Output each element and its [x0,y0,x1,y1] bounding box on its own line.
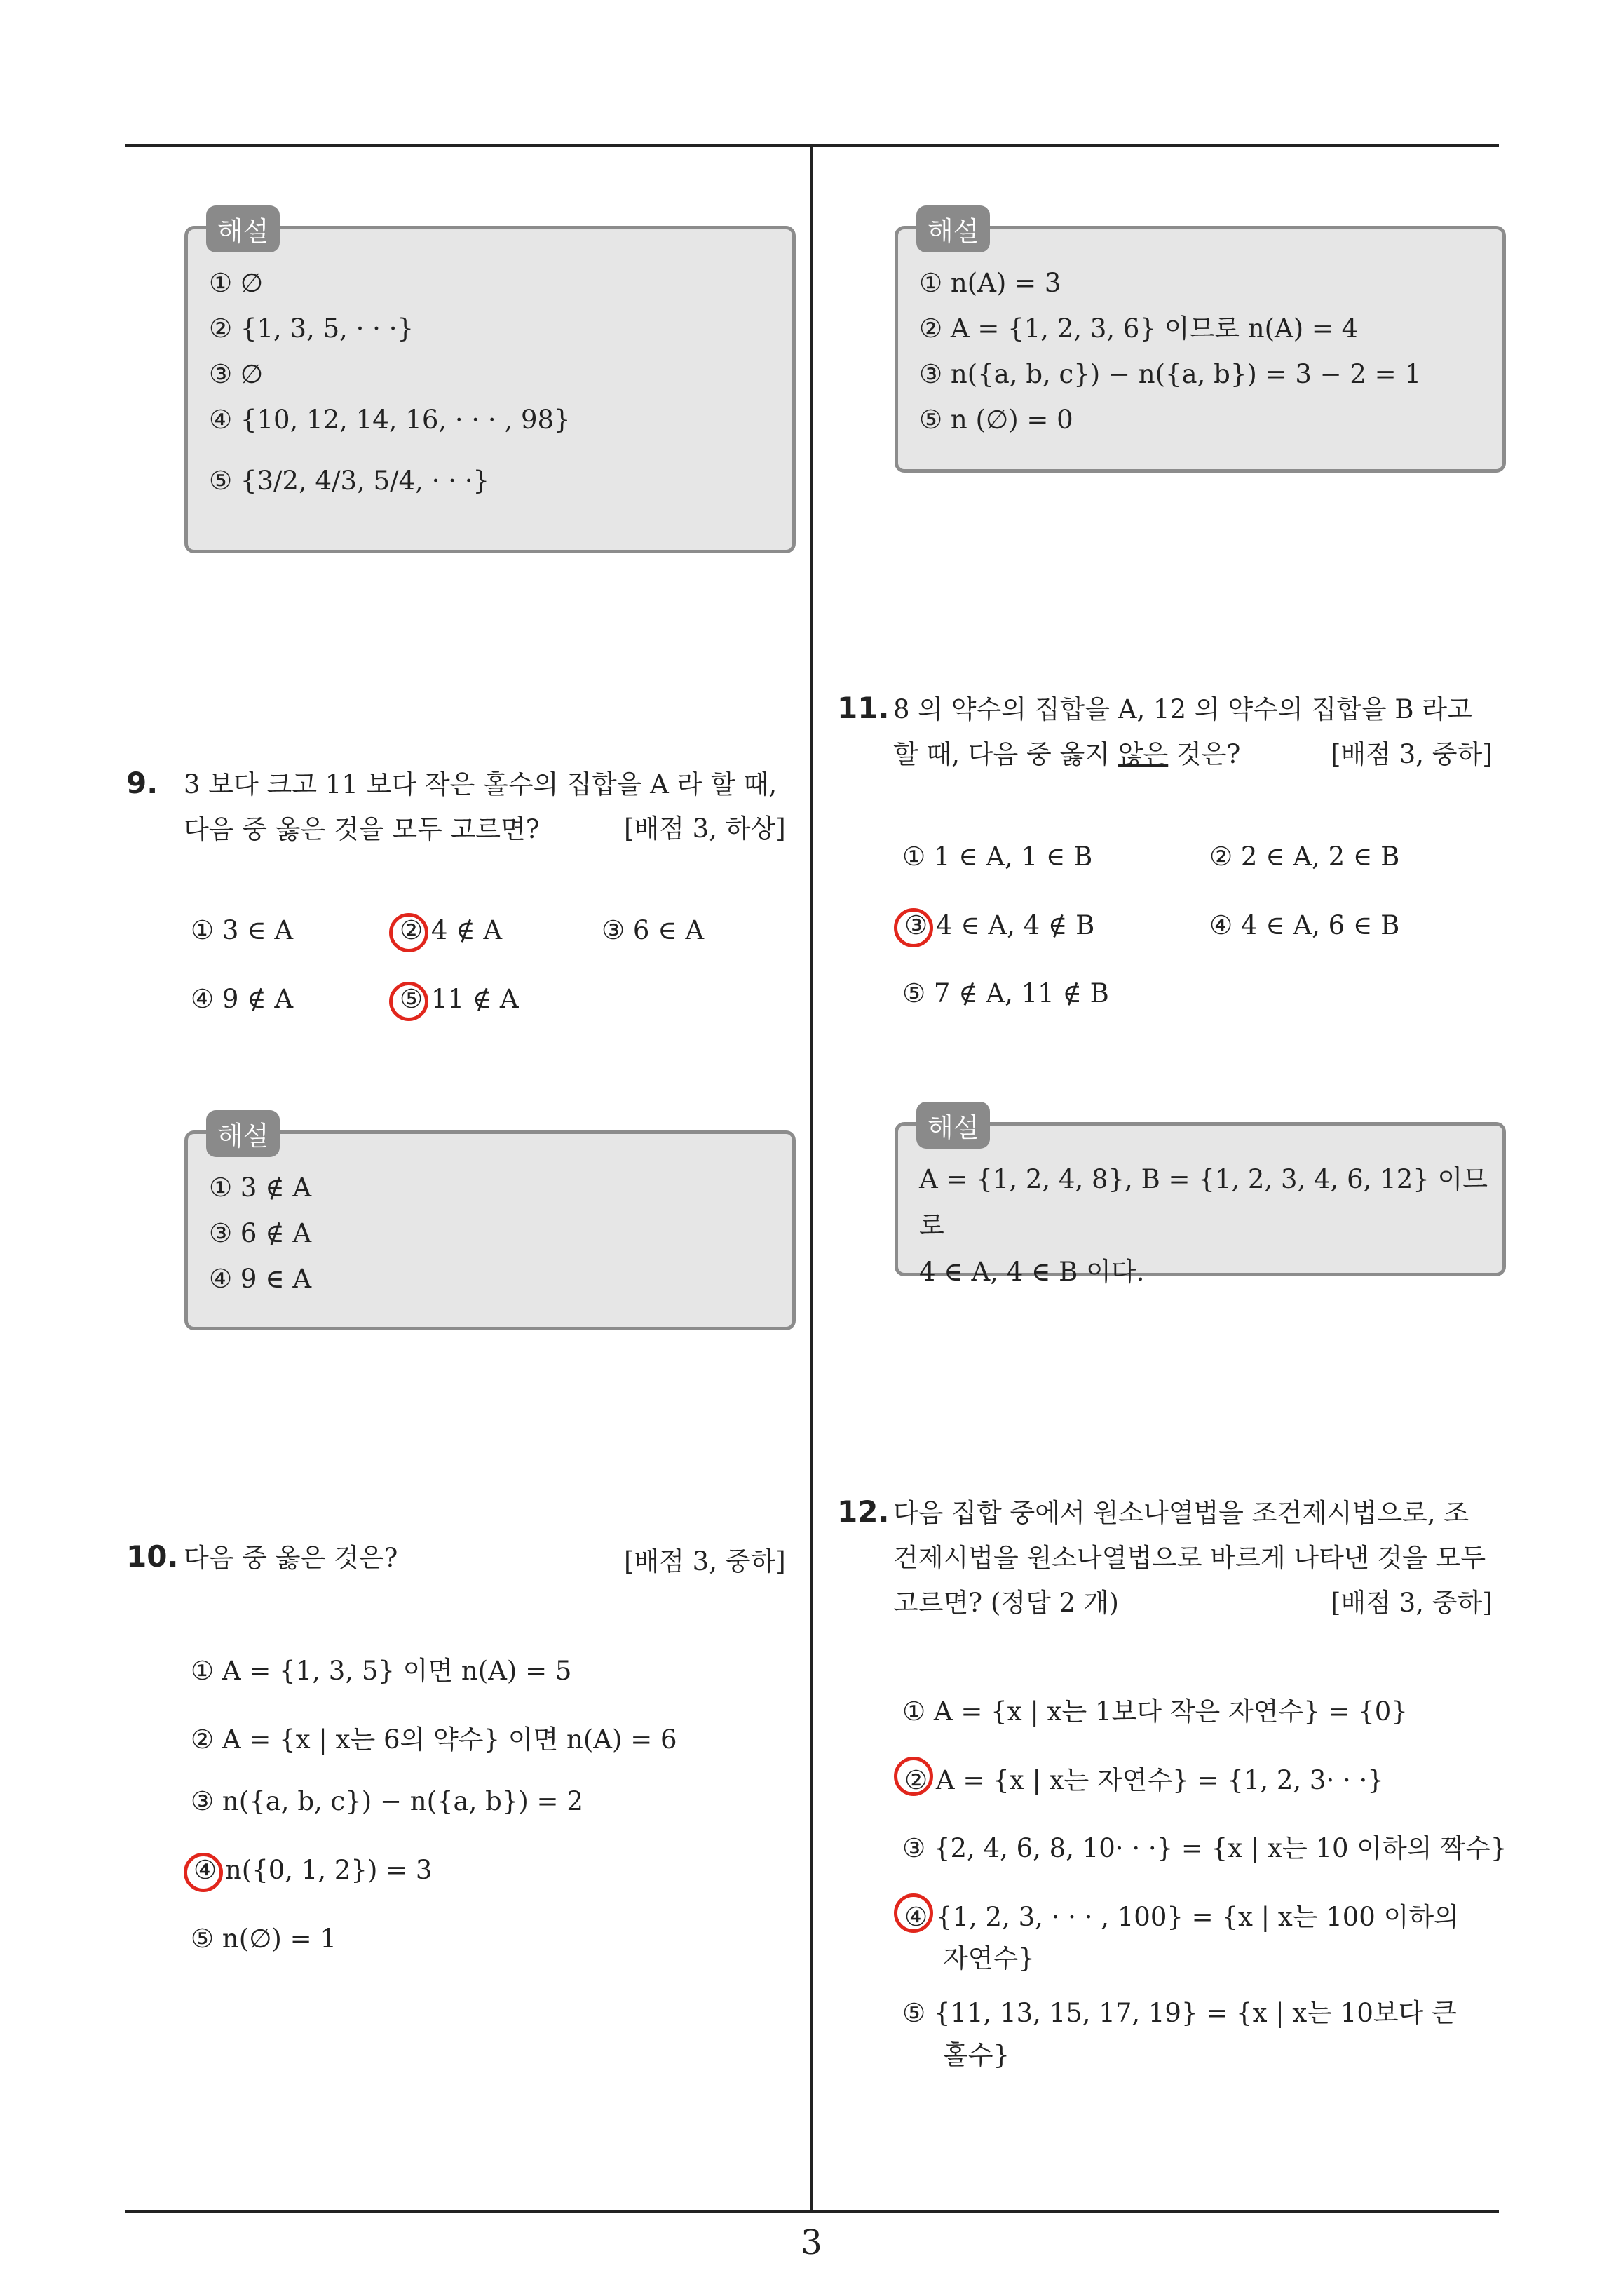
q9-text-line: 다음 중 옳은 것을 모두 고르면? [184,814,540,844]
solution-tag: 해설 [206,205,280,252]
q9-solution-line: ④ 9 ∈ A [209,1264,312,1294]
q11-underlined-word: 않은 [1118,739,1169,769]
q9-score: [배점 3, 하상] [624,813,786,844]
q11-solution-text [919,1156,1502,1295]
q12-text-line: 건제시법을 원소나열법으로 바르게 나타낸 것을 모두 [893,1543,1486,1573]
q12-text-line: 고르면? (정답 2 개) [893,1588,1119,1618]
q10-choice-3[interactable]: ③ n({a, b, c}) − n({a, b}) = 2 [191,1786,583,1816]
solution-tag: 해설 [206,1110,280,1157]
q9-number: 9. [126,766,158,800]
q12-text-line: 다음 집합 중에서 원소나열법을 조건제시법으로, 조 [893,1498,1469,1528]
q10-choice-4[interactable]: ④ n({0, 1, 2}) = 3 [193,1855,433,1885]
q9-choice-1[interactable]: ① 3 ∈ A [191,915,294,945]
q10-solution-line: ⑤ n (∅) = 0 [919,405,1073,435]
q11-choice-1[interactable]: ① 1 ∈ A, 1 ∈ B [902,842,1093,872]
q11-text-part: 할 때, 다음 중 옳지 [893,739,1118,769]
q8-solution-box [184,216,796,553]
q9-solution-line: ③ 6 ∉ A [209,1218,312,1248]
column-divider [810,144,813,2213]
q10-solution-line: ② A = {1, 2, 3, 6} 이므로 n(A) = 4 [919,313,1359,344]
bottom-rule [125,2210,1499,2213]
q11-choice-4[interactable]: ④ 4 ∈ A, 6 ∈ B [1209,910,1400,940]
q9-solution-box [184,1121,796,1330]
q11-number: 11. [837,691,890,725]
q8-solution-line: ③ ∅ [209,359,264,389]
q12-choice-5-continuation: 홀수} [943,2040,1010,2070]
solution-tag: 해설 [916,1102,990,1149]
q12-choice-2[interactable]: ② A = {x | x는 자연수} = {1, 2, 3· · ·} [904,1765,1384,1795]
q10-text: 다음 중 옳은 것은? [184,1543,398,1573]
q12-choice-3[interactable]: ③ {2, 4, 6, 8, 10· · ·} = {x | x는 10 이하의 짝수} [902,1833,1507,1863]
q9-choice-3[interactable]: ③ 6 ∈ A [602,915,705,945]
q9-choice-2[interactable]: ② 4 ∉ A [400,915,503,945]
page-number: 3 [801,2223,822,2262]
q9-text-line: 3 보다 크고 11 보다 작은 홀수의 집합을 A 라 할 때, [184,769,777,799]
q10-solution-line: ③ n({a, b, c}) − n({a, b}) = 3 − 2 = 1 [919,359,1421,389]
q10-choice-5[interactable]: ⑤ n(∅) = 1 [191,1924,337,1954]
solution-tag: 해설 [916,205,990,252]
q11-score: [배점 3, 중하] [1331,739,1493,769]
q10-solution-line: ① n(A) = 3 [919,268,1061,298]
q8-solution-line: ⑤ {3/2, 4/3, 5/4, · · ·} [209,466,490,496]
q10-choice-1[interactable]: ① A = {1, 3, 5} 이면 n(A) = 5 [191,1656,572,1686]
q11-choice-2[interactable]: ② 2 ∈ A, 2 ∈ B [1209,842,1400,872]
q12-score: [배점 3, 중하] [1331,1588,1493,1618]
q11-choice-3[interactable]: ③ 4 ∈ A, 4 ∉ B [904,910,1095,940]
q8-solution-line: ① ∅ [209,268,264,298]
q12-choice-4-continuation: 자연수} [943,1943,1035,1973]
q10-solution-box [895,216,1506,473]
q10-choice-2[interactable]: ② A = {x | x는 6의 약수} 이면 n(A) = 6 [191,1724,677,1755]
q11-solution-line: 4 ∈ A, 4 ∈ B 이다. [919,1257,1145,1287]
q12-choice-1[interactable]: ① A = {x | x는 1보다 작은 자연수} = {0} [902,1696,1408,1727]
q12-choice-4[interactable]: ④ {1, 2, 3, · · · , 100} = {x | x는 100 이하의 [904,1902,1459,1932]
q11-text-line: 8 의 약수의 집합을 A, 12 의 약수의 집합을 B 라고 [893,694,1472,724]
q12-choice-5[interactable]: ⑤ {11, 13, 15, 17, 19} = {x | x는 10보다 큰 [902,1998,1457,2028]
q8-solution-line: ④ {10, 12, 14, 16, · · · , 98} [209,405,571,435]
q9-solution-line: ① 3 ∉ A [209,1173,312,1203]
q11-solution-line: A = {1, 2, 4, 8}, B = {1, 2, 3, 4, 6, 12} 이므로 [919,1164,1488,1241]
q11-choice-5[interactable]: ⑤ 7 ∉ A, 11 ∉ B [902,978,1109,1008]
q10-score: [배점 3, 중하] [624,1546,786,1576]
q8-solution-line: ② {1, 3, 5, · · ·} [209,313,414,344]
q11-text-part: 것은? [1168,739,1241,769]
q10-number: 10. [126,1539,179,1574]
q9-choice-5[interactable]: ⑤ 11 ∉ A [400,984,519,1014]
q9-choice-4[interactable]: ④ 9 ∉ A [191,984,294,1014]
q12-number: 12. [837,1494,890,1529]
q11-solution-box [895,1112,1506,1287]
